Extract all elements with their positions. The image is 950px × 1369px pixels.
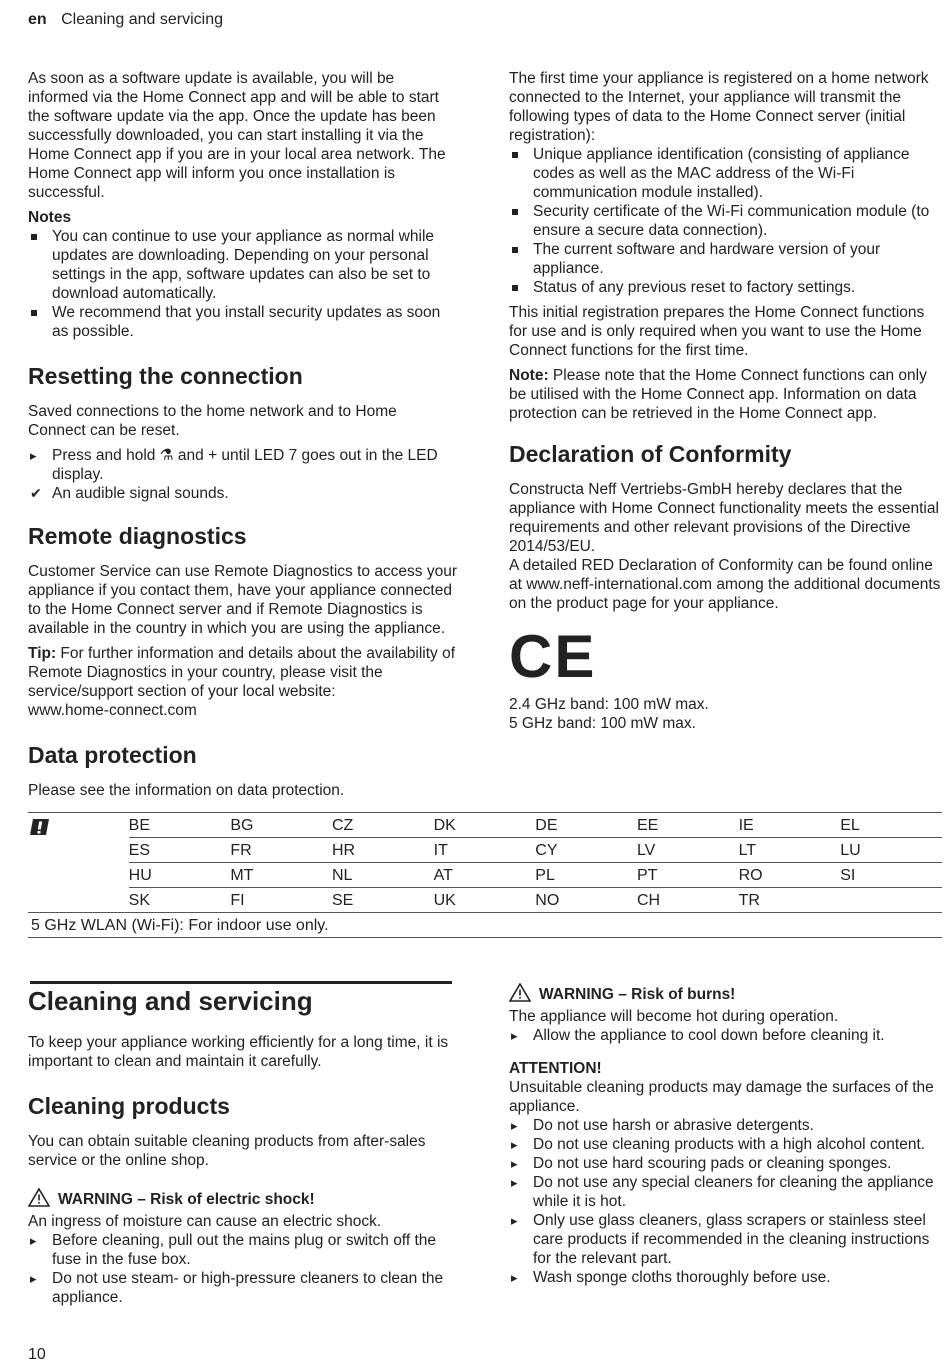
cleaning-left-column xyxy=(28,985,458,1313)
remote-paragraph: Customer Service can use Remote Diagnostics to access your appliance if you contact them, have your appliance connected to the Home Connect server and if Remote Diagnostics is available in the country in which you are using the appliance. xyxy=(28,563,458,637)
table-row xyxy=(28,813,942,838)
note-text: Please note that the Home Connect functions can only be utilised with the Home Connect app. Information on data protection can be retrieved in the Home Connect app. xyxy=(509,367,927,422)
burn-steps xyxy=(509,1026,942,1045)
country-code: CZ xyxy=(332,813,434,838)
country-code: NL xyxy=(332,863,434,888)
data-protection-heading: Data protection xyxy=(28,742,197,768)
country-code: SK xyxy=(129,888,231,913)
indoor-use-icon xyxy=(28,813,129,913)
table-row xyxy=(28,888,942,913)
cleaning-products-heading: Cleaning products xyxy=(28,1093,230,1119)
tip-url[interactable]: www.home-connect.com xyxy=(28,702,197,719)
burn-paragraph: The appliance will become hot during operation. xyxy=(509,1008,839,1025)
attention-heading: ATTENTION! xyxy=(509,1060,602,1077)
band-1: 2.4 GHz band: 100 mW max. xyxy=(509,696,709,713)
country-code: MT xyxy=(230,863,332,888)
result-text: An audible signal sounds. xyxy=(52,485,229,502)
attention-steps xyxy=(509,1116,942,1287)
tip-text: For further information and details about the availability of Remote Diagnostics in your country, please visit the service/support section of your local website: xyxy=(28,645,456,700)
notes-list xyxy=(28,227,458,341)
registration-list xyxy=(509,145,942,297)
page-number: 10 xyxy=(28,1346,46,1363)
country-code: LU xyxy=(840,838,942,863)
remote-heading: Remote diagnostics xyxy=(28,523,247,549)
declaration-heading: Declaration of Conformity xyxy=(509,441,792,467)
country-code: SE xyxy=(332,888,434,913)
list-item: The current software and hardware version of your appliance. xyxy=(509,240,942,278)
cleaning-intro: To keep your appliance working efficiently for a long time, it is important to clean and maintain it carefully. xyxy=(28,1034,449,1070)
warning-icon xyxy=(28,1188,50,1212)
step-item: ▸ Do not use any special cleaners for cleaning the appliance while it is hot. xyxy=(509,1173,942,1211)
shock-paragraph: An ingress of moisture can cause an electric shock. xyxy=(28,1213,382,1230)
country-code: PL xyxy=(535,863,637,888)
section-rule xyxy=(30,981,452,984)
shock-warning-text: WARNING – Risk of electric shock! xyxy=(58,1191,315,1208)
country-code: UK xyxy=(434,888,536,913)
step-item: ▸ Only use glass cleaners, glass scrapers or stainless steel care products if recommended in the cleaning instructions for the relevant part. xyxy=(509,1211,942,1268)
cleaning-right-column xyxy=(509,983,942,1293)
step-item: ▸ Press and hold ⚗ and + until LED 7 goes out in the LED display. xyxy=(28,446,458,484)
step-item: ▸ Wash sponge cloths thoroughly before use. xyxy=(509,1268,942,1287)
country-code: LV xyxy=(637,838,739,863)
left-column xyxy=(28,69,458,806)
registration-paragraph: The first time your appliance is registered on a home network connected to the Internet, your appliance will transmit the following types of data to the Home Connect server (initial registration): xyxy=(509,70,929,144)
step-item: ▸ Before cleaning, pull out the mains plug or switch off the fuse in the fuse box. xyxy=(28,1231,458,1269)
country-code: BE xyxy=(129,813,231,838)
country-code: FR xyxy=(230,838,332,863)
list-item: You can continue to use your appliance as normal while updates are downloading. Depending on your personal settings in the app, software updates can also be set to download automatically. xyxy=(28,227,458,303)
tip-label: Tip: xyxy=(28,645,57,662)
language-code: en xyxy=(28,11,47,28)
country-code: EL xyxy=(840,813,942,838)
ce-mark-icon: CE xyxy=(509,623,597,690)
reset-steps xyxy=(28,446,458,484)
country-code: TR xyxy=(739,888,841,913)
tip-paragraph xyxy=(28,644,458,720)
note-label: Note: xyxy=(509,367,549,384)
cleaning-products-paragraph: You can obtain suitable cleaning products from after-sales service or the online shop. xyxy=(28,1133,426,1169)
country-code: HU xyxy=(129,863,231,888)
step-item: ▸ Do not use harsh or abrasive detergents. xyxy=(509,1116,942,1135)
reset-paragraph: Saved connections to the home network and to Home Connect can be reset. xyxy=(28,403,397,439)
page-header xyxy=(28,10,223,29)
country-code: LT xyxy=(739,838,841,863)
country-code: CY xyxy=(535,838,637,863)
check-icon: ✔ xyxy=(30,485,42,501)
step-item: ▸ Do not use steam- or high-pressure cleaners to clean the appliance. xyxy=(28,1269,458,1307)
country-code: NO xyxy=(535,888,637,913)
band-2: 5 GHz band: 100 mW max. xyxy=(509,715,696,732)
shock-steps xyxy=(28,1231,458,1307)
list-item: Security certificate of the Wi-Fi communication module (to ensure a secure data connection). xyxy=(509,202,942,240)
declaration-paragraph-1: Constructa Neff Vertriebs-GmbH hereby declares that the appliance with Home Connect functionality meets the essential requirements and other relevant provisions of the Directive 2014/53/EU. xyxy=(509,481,939,555)
reset-heading: Resetting the connection xyxy=(28,363,303,389)
right-column xyxy=(509,69,942,733)
country-code: EE xyxy=(637,813,739,838)
country-code: IE xyxy=(739,813,841,838)
declaration-paragraph-2: A detailed RED Declaration of Conformity can be found online at www.neff-international.com among the additional documents on the product page for your appliance. xyxy=(509,557,941,612)
header-title: Cleaning and servicing xyxy=(61,11,223,28)
country-code xyxy=(840,888,942,913)
country-code: AT xyxy=(434,863,536,888)
country-code: FI xyxy=(230,888,332,913)
country-code: HR xyxy=(332,838,434,863)
step-item: ▸ Do not use hard scouring pads or cleaning sponges. xyxy=(509,1154,942,1173)
indoor-use-footnote: 5 GHz WLAN (Wi-Fi): For indoor use only. xyxy=(28,913,942,938)
burn-warning xyxy=(509,983,942,1007)
step-item: ▸ Allow the appliance to cool down before cleaning it. xyxy=(509,1026,942,1045)
country-code: PT xyxy=(637,863,739,888)
list-item: Unique appliance identification (consisting of appliance codes as well as the MAC address of the Wi-Fi communication module installed). xyxy=(509,145,942,202)
list-item: Status of any previous reset to factory settings. xyxy=(509,278,942,297)
country-code: ES xyxy=(129,838,231,863)
country-code: DE xyxy=(535,813,637,838)
table-row xyxy=(28,863,942,888)
reset-result xyxy=(28,484,458,503)
update-paragraph: As soon as a software update is available, you will be informed via the Home Connect app and will be able to start the software update via the app. Once the update has been successfully downloaded, you can start installing it via the Home Connect app if you are in your local area network. The Home Connect app will inform you once installation is successful. xyxy=(28,70,446,201)
table-row xyxy=(28,838,942,863)
country-table xyxy=(28,812,942,938)
notes-heading: Notes xyxy=(28,209,72,226)
note-paragraph xyxy=(509,366,942,423)
warning-icon xyxy=(509,983,531,1007)
country-code: CH xyxy=(637,888,739,913)
country-code: BG xyxy=(230,813,332,838)
cleaning-heading: Cleaning and servicing xyxy=(28,986,313,1016)
country-code: RO xyxy=(739,863,841,888)
list-item: We recommend that you install security updates as soon as possible. xyxy=(28,303,458,341)
burn-warning-text: WARNING – Risk of burns! xyxy=(539,986,736,1003)
country-code: DK xyxy=(434,813,536,838)
step-item: ▸ Do not use cleaning products with a high alcohol content. xyxy=(509,1135,942,1154)
country-code: IT xyxy=(434,838,536,863)
table-footnote-row xyxy=(28,913,942,938)
initial-registration-paragraph: This initial registration prepares the Home Connect functions for use and is only required when you want to use the Home Connect functions for the first time. xyxy=(509,304,925,359)
shock-warning xyxy=(28,1188,458,1212)
country-code: SI xyxy=(840,863,942,888)
attention-paragraph: Unsuitable cleaning products may damage the surfaces of the appliance. xyxy=(509,1079,934,1115)
data-protection-paragraph: Please see the information on data protection. xyxy=(28,782,345,799)
